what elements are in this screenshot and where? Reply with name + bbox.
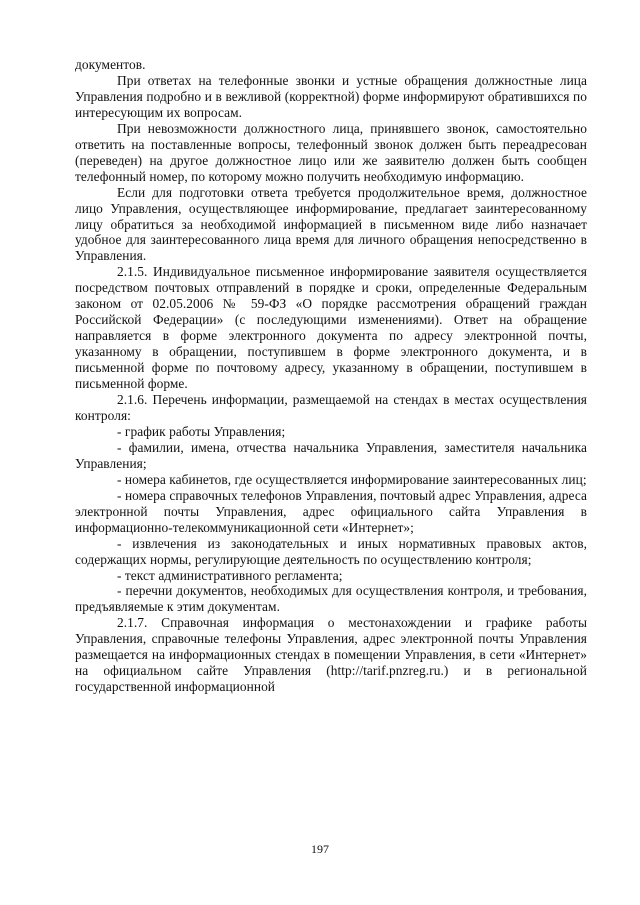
list-item: - перечни документов, необходимых для осуществления контроля, и требования, предъявляемые к этим документам.	[75, 583, 587, 615]
page-number: 197	[311, 842, 329, 856]
list-item: - извлечения из законодательных и иных нормативных правовых актов, содержащих нормы, регулирующие деятельность по осуществлению контроля;	[75, 535, 587, 567]
list-item: - график работы Управления;	[117, 423, 286, 439]
paragraph-section-2-1-6: 2.1.6. Перечень информации, размещаемой на стендах в местах осуществления контроля:	[75, 392, 587, 423]
paragraph: При ответах на телефонные звонки и устные обращения должностные лица Управления подробно и в вежливой (корректной) форме информируют обратившихся по интересующим их вопросам.	[75, 72, 587, 120]
paragraph-section-2-1-7: 2.1.7. Справочная информация о местонахождении и графике работы Управления, справочные телефоны Управления, адрес электронной почты Управления размещается на информационных стендах в помещении Управления, в сети «Интернет» на официальном сайте Управления (http://tarif.pnzreg.ru.) и в региональной государственной информационной	[75, 615, 587, 695]
paragraph: При невозможности должностного лица, принявшего звонок, самостоятельно ответить на поставленные вопросы, телефонный звонок должен быть переадресован (переведен) на другое должностное лицо или же заявителю должен быть сообщен телефонный номер, по которому можно получить необходимую информацию.	[75, 120, 587, 184]
paragraph-section-2-1-5: 2.1.5. Индивидуальное письменное информирование заявителя осуществляется посредством почтовых отправлений в порядке и сроки, определенные Федеральным законом от 02.05.2006 № 59-ФЗ «О порядке рассмотрения обращений граждан Российской Федерации» (с последующими изменениями). Ответ на обращение направляется в форме электронного документа по адресу электронной почты, указанному в обращении, поступившем в форме электронного документа, и в письменной форме по почтовому адресу, указанному в обращении, поступившем в письменной форме.	[75, 264, 587, 392]
paragraph: Если для подготовки ответа требуется продолжительное время, должностное лицо Управления, осуществляющее информирование, предлагает заинтересованному лицу обратиться за необходимой информацией в письменном виде либо назначает удобное для заинтересованного лица время для личного обращения непосредственно в Управления.	[75, 184, 587, 264]
list-item: - номера справочных телефонов Управления, почтовый адрес Управления, адреса электронной почты Управления, адрес официального сайта Управления в информационно-телекоммуникационной сети «Интернет»;	[75, 487, 587, 535]
body-text	[75, 57, 587, 695]
paragraph: документов.	[75, 57, 146, 72]
list-item: - фамилии, имена, отчества начальника Управления, заместителя начальника Управления;	[75, 439, 587, 471]
list-item: - номера кабинетов, где осуществляется информирование заинтересованных лиц;	[117, 471, 587, 487]
list-item: - текст административного регламента;	[117, 567, 343, 583]
